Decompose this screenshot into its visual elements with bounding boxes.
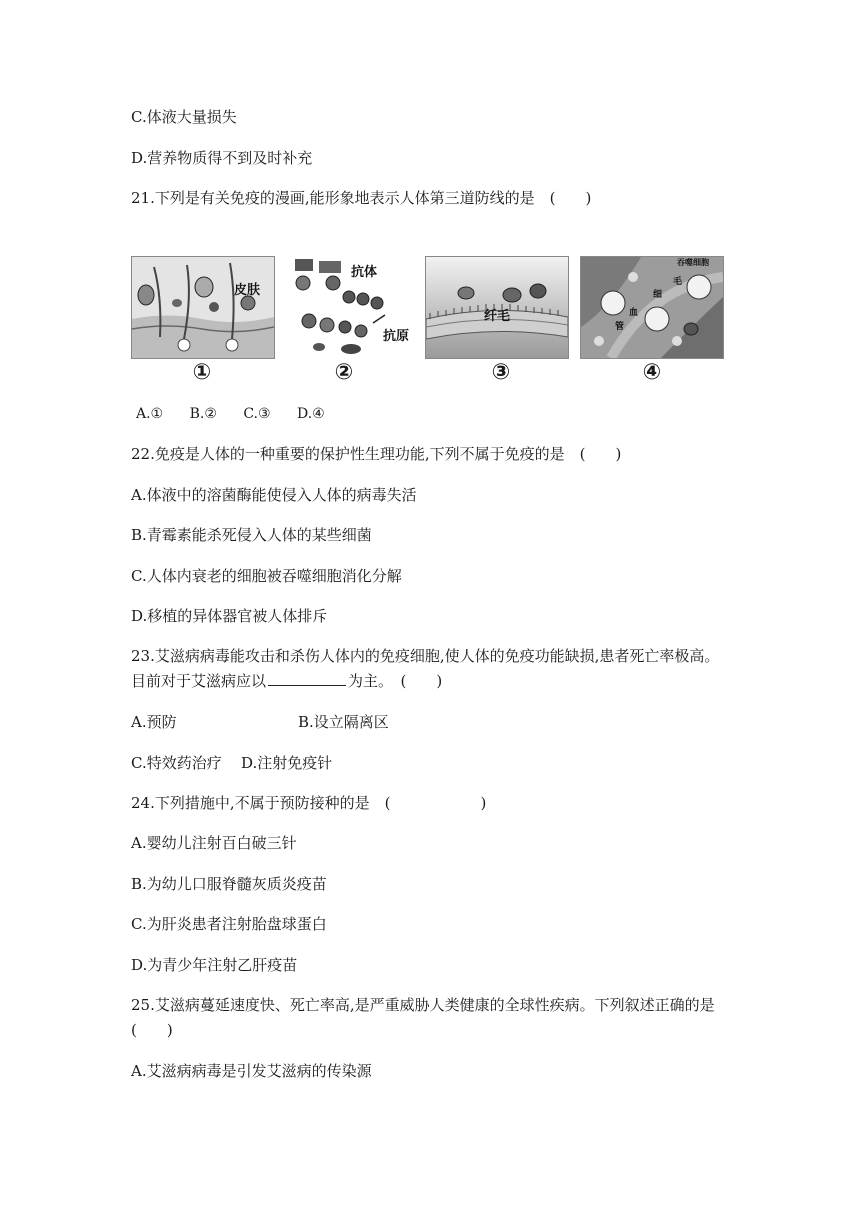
q23-stem-post: 为主。 ( )	[348, 672, 443, 690]
label-cilia: 纤毛	[484, 309, 511, 324]
q25-option-a: A.艾滋病病毒是引发艾滋病的传染源	[131, 1062, 372, 1080]
label-guan: 管	[615, 322, 625, 332]
label-phagocyte: 吞噬细胞	[677, 258, 709, 267]
q23-option-c: C.特效药治疗	[131, 754, 222, 772]
q22-stem: 22.免疫是人体的一种重要的保护性生理功能,下列不属于免疫的是 ( )	[131, 445, 622, 463]
label-mao: 毛	[673, 277, 683, 287]
q22-option-c: C.人体内衰老的细胞被吞噬细胞消化分解	[131, 567, 402, 585]
label-xi: 细	[653, 290, 663, 300]
panel-number-2: ②	[334, 360, 354, 385]
q20-option-c: C.体液大量损失	[131, 108, 237, 126]
panel-number-4: ④	[642, 360, 662, 385]
q22-option-b: B.青霉素能杀死侵入人体的某些细菌	[131, 526, 372, 544]
q23-option-b: B.设立隔离区	[298, 713, 389, 731]
q22-option-a: A.体液中的溶菌酶能使侵入人体的病毒失活	[131, 486, 417, 504]
label-antigen: 抗原	[383, 329, 410, 344]
cartoon-panel-4	[580, 256, 724, 359]
q23-stem-pre: 目前对于艾滋病应以	[131, 672, 267, 690]
q24-option-c: C.为肝炎患者注射胎盘球蛋白	[131, 915, 327, 933]
q21-option-c: C.③	[243, 406, 271, 422]
cartoon-panel-3	[425, 256, 569, 359]
fill-blank	[268, 671, 346, 686]
q25-stem-line1: 25.艾滋病蔓延速度快、死亡率高,是严重威胁人类健康的全球性疾病。下列叙述正确的是	[131, 996, 715, 1014]
cartoon-panel-2	[288, 256, 432, 359]
q23-option-d: D.注射免疫针	[241, 754, 333, 772]
q21-options	[136, 404, 347, 424]
label-antibody: 抗体	[351, 265, 378, 280]
panel-number-1: ①	[192, 360, 212, 385]
q20-option-d: D.营养物质得不到及时补充	[131, 149, 313, 167]
q25-stem-line2: ( )	[131, 1021, 173, 1039]
q21-option-a: A.①	[136, 406, 164, 422]
label-skin: 皮肤	[234, 283, 261, 298]
panel-number-3: ③	[491, 360, 511, 385]
q24-option-d: D.为青少年注射乙肝疫苗	[131, 956, 298, 974]
q23-stem-line1: 23.艾滋病病毒能攻击和杀伤人体内的免疫细胞,使人体的免疫功能缺损,患者死亡率极高。	[131, 647, 720, 665]
cartoon-panel-1	[131, 256, 275, 359]
q24-option-a: A.婴幼儿注射百白破三针	[131, 834, 297, 852]
q24-option-b: B.为幼儿口服脊髓灰质炎疫苗	[131, 875, 327, 893]
q23-stem-line2	[131, 671, 442, 691]
label-xue: 血	[629, 308, 639, 318]
q22-option-d: D.移植的异体器官被人体排斥	[131, 607, 328, 625]
q21-stem: 21.下列是有关免疫的漫画,能形象地表示人体第三道防线的是 ( )	[131, 189, 592, 207]
q21-option-d: D.④	[297, 406, 325, 422]
q21-option-b: B.②	[189, 406, 217, 422]
q23-option-a: A.预防	[131, 713, 177, 731]
q24-stem: 24.下列措施中,不属于预防接种的是 ( )	[131, 794, 487, 812]
